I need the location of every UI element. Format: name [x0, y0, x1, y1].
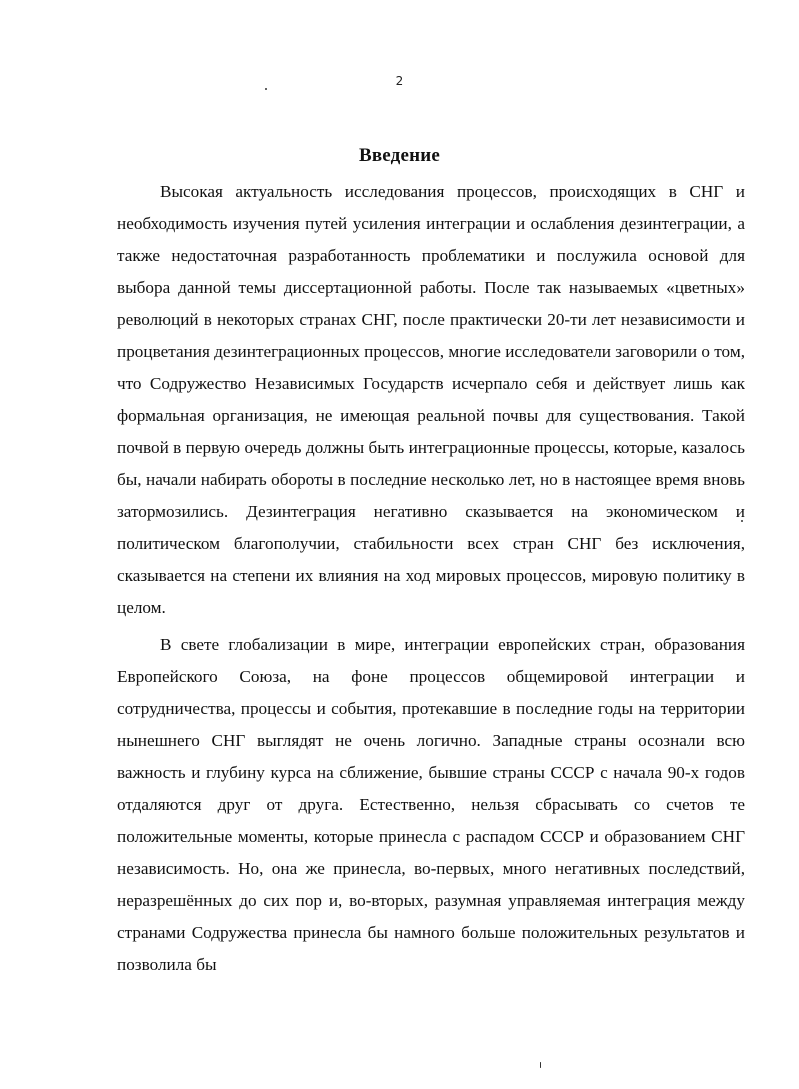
section-title: Введение	[358, 145, 441, 166]
paragraph-2: В свете глобализации в мире, интеграции европейских стран, образования Европейского Союза, на фоне процессов общемировой интеграции и сотрудничества, процессы и события, протекавшие в последние годы на территории нынешнего СНГ выглядят не очень логично. Западные страны осознали всю важность и глубину курса на сближение, бывшие страны СССР с начала 90-х годов отдаляются друг от друга. Естественно, нельзя сбрасывать со счетов те положительные моменты, которые принесла с распадом СССР и образованием СНГ независимость. Но, она же принесла, во-первых, много негативных последствий, неразрешённых до сих пор и, во-вторых, разумная управляемая интеграция между странами Содружества принесла бы намного больше положительных результатов и позволила бы	[117, 635, 745, 974]
page-number: 2	[395, 74, 404, 88]
body-text	[117, 176, 745, 981]
scan-speck	[540, 1062, 541, 1068]
paragraph-1: Высокая актуальность исследования процессов, происходящих в СНГ и необходимость изучения путей усиления интеграции и ослабления дезинтеграции, а также недостаточная разработанность проблематики и послужила основой для выбора данной темы диссертационной работы. После так называемых «цветных» революций в некоторых странах СНГ, после практически 20-ти лет независимости и процветания дезинтеграционных процессов, многие исследователи заговорили о том, что Содружество Независимых Государств исчерпало себя и действует лишь как формальная организация, не имеющая реальной почвы для существования. Такой почвой в первую очередь должны быть интеграционные процессы, которые, казалось бы, начали набирать обороты в последние несколько лет, но в настоящее время вновь затормозились. Дезинтеграция негативно сказывается на экономическом и политическом благополучии, стабильности всех стран СНГ без исключения, сказывается на степени их влияния на ход мировых процессов, мировую политику в целом.	[117, 182, 745, 617]
scan-speck	[265, 88, 267, 90]
